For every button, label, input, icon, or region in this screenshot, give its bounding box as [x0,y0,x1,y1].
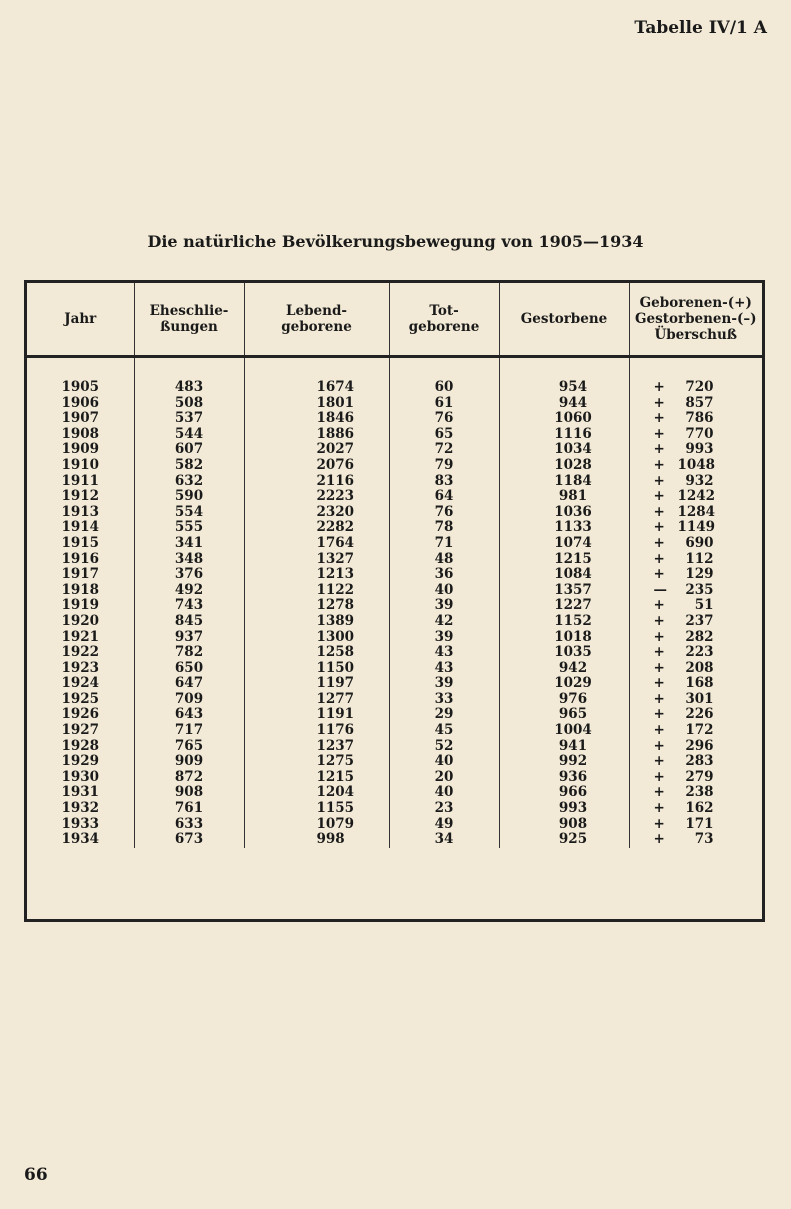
cell-balance [629,645,762,661]
cell-year: 1917 [27,567,134,583]
balance-sign: + [653,675,665,692]
table-row [27,520,762,536]
cell-deaths: 908 [499,817,629,833]
cell-stillbirths: 78 [389,520,499,536]
cell-year: 1921 [27,630,134,646]
cell-balance [629,552,762,568]
balance-value: 51 [694,597,714,614]
cell-live-births: 1258 [244,645,389,661]
balance-value: 235 [685,581,714,598]
cell-marriages: 341 [134,536,244,552]
table-row [27,598,762,614]
cell-marriages: 909 [134,754,244,770]
cell-stillbirths: 34 [389,832,499,848]
cell-balance [629,739,762,755]
population-table [24,280,765,922]
balance-value: 301 [685,690,714,707]
cell-deaths: 1133 [499,520,629,536]
table-row [27,583,762,599]
cell-balance [629,505,762,521]
cell-year: 1918 [27,583,134,599]
cell-marriages: 937 [134,630,244,646]
balance-sign: + [653,706,665,723]
table-row [27,770,762,786]
table-row [27,489,762,505]
balance-value: 1242 [677,488,716,505]
cell-year: 1905 [27,357,134,396]
cell-balance [629,692,762,708]
balance-sign: + [653,753,665,770]
balance-value: 932 [685,472,714,489]
header-stillbirths [389,283,499,357]
cell-deaths: 1116 [499,427,629,443]
header-line: Eheschlie- [149,303,229,319]
cell-marriages: 555 [134,520,244,536]
balance-sign: + [653,737,665,754]
table-row [27,801,762,817]
cell-marriages: 483 [134,357,244,396]
balance-value: 112 [685,550,714,567]
balance-sign: + [653,690,665,707]
table-row [27,458,762,474]
cell-marriages: 650 [134,661,244,677]
cell-deaths: 1084 [499,567,629,583]
cell-marriages: 643 [134,707,244,723]
balance-value: 162 [685,800,714,817]
cell-deaths: 944 [499,396,629,412]
cell-live-births: 1327 [244,552,389,568]
cell-deaths: 1036 [499,505,629,521]
cell-marriages: 492 [134,583,244,599]
balance-sign: + [653,379,665,395]
cell-deaths: 1060 [499,411,629,427]
cell-deaths: 992 [499,754,629,770]
cell-live-births: 2282 [244,520,389,536]
cell-marriages: 590 [134,489,244,505]
cell-live-births: 1764 [244,536,389,552]
cell-live-births: 1846 [244,411,389,427]
cell-balance [629,489,762,505]
balance-sign: + [653,534,665,551]
cell-deaths: 1215 [499,552,629,568]
cell-live-births: 1674 [244,357,389,396]
cell-balance [629,474,762,490]
table-row [27,474,762,490]
balance-sign: + [653,722,665,739]
cell-stillbirths: 40 [389,583,499,599]
cell-stillbirths: 23 [389,801,499,817]
cell-year: 1929 [27,754,134,770]
balance-sign: + [653,441,665,458]
cell-deaths: 965 [499,707,629,723]
cell-live-births: 1801 [244,396,389,412]
balance-sign: + [653,659,665,676]
cell-stillbirths: 76 [389,505,499,521]
cell-balance [629,614,762,630]
cell-live-births: 1122 [244,583,389,599]
table-row [27,832,762,848]
cell-deaths: 925 [499,832,629,848]
cell-marriages: 537 [134,411,244,427]
balance-sign: + [653,597,665,614]
cell-balance [629,583,762,599]
cell-deaths: 1357 [499,583,629,599]
cell-balance [629,676,762,692]
cell-marriages: 845 [134,614,244,630]
balance-value: 223 [685,644,714,661]
header-line: Geborenen-(+) [639,295,752,311]
cell-deaths: 942 [499,661,629,677]
table-row [27,723,762,739]
cell-stillbirths: 43 [389,645,499,661]
balance-value: 171 [685,815,714,832]
cell-deaths: 1004 [499,723,629,739]
cell-year: 1919 [27,598,134,614]
balance-value: 283 [685,753,714,770]
cell-stillbirths: 49 [389,817,499,833]
cell-year: 1922 [27,645,134,661]
balance-sign: + [653,519,665,536]
cell-year: 1933 [27,817,134,833]
cell-stillbirths: 83 [389,474,499,490]
header-line: Gestorbene [520,311,608,327]
cell-deaths: 1184 [499,474,629,490]
cell-marriages: 872 [134,770,244,786]
cell-marriages: 647 [134,676,244,692]
cell-balance [629,357,762,396]
balance-value: 857 [685,394,714,411]
balance-sign: + [653,612,665,629]
cell-balance [629,598,762,614]
cell-deaths: 1074 [499,536,629,552]
table-row [27,427,762,443]
cell-balance [629,723,762,739]
balance-value: 720 [685,379,714,395]
cell-deaths: 981 [499,489,629,505]
cell-year: 1926 [27,707,134,723]
balance-sign: + [653,644,665,661]
table-row [27,357,762,396]
cell-deaths: 1034 [499,442,629,458]
page-number: 66 [24,1165,48,1185]
header-balance [629,283,762,357]
cell-year: 1914 [27,520,134,536]
cell-stillbirths: 33 [389,692,499,708]
header-line: Überschuß [654,327,738,343]
cell-marriages: 632 [134,474,244,490]
table-row [27,817,762,833]
cell-year: 1912 [27,489,134,505]
cell-year: 1906 [27,396,134,412]
cell-live-births: 1886 [244,427,389,443]
cell-balance [629,458,762,474]
cell-year: 1907 [27,411,134,427]
cell-balance [629,442,762,458]
header-line: ßungen [160,319,218,335]
table-row [27,739,762,755]
cell-live-births: 2116 [244,474,389,490]
cell-live-births: 2076 [244,458,389,474]
cell-marriages: 908 [134,785,244,801]
cell-marriages: 782 [134,645,244,661]
cell-marriages: 607 [134,442,244,458]
cell-year: 1915 [27,536,134,552]
cell-marriages: 673 [134,832,244,848]
cell-marriages: 765 [134,739,244,755]
cell-stillbirths: 52 [389,739,499,755]
cell-live-births: 1176 [244,723,389,739]
cell-marriages: 376 [134,567,244,583]
cell-stillbirths: 72 [389,442,499,458]
balance-value: 129 [685,566,714,583]
table-row [27,396,762,412]
balance-value: 1048 [677,456,716,473]
table-row [27,785,762,801]
cell-live-births: 1213 [244,567,389,583]
cell-balance [629,817,762,833]
balance-sign: — [653,581,667,598]
cell-deaths: 1018 [499,630,629,646]
header-line: geborene [281,319,352,335]
cell-year: 1910 [27,458,134,474]
cell-marriages: 508 [134,396,244,412]
table-row [27,567,762,583]
balance-value: 238 [685,784,714,801]
cell-year: 1909 [27,442,134,458]
cell-marriages: 709 [134,692,244,708]
table-row [27,614,762,630]
cell-balance [629,567,762,583]
cell-live-births: 998 [244,832,389,848]
balance-value: 279 [685,768,714,785]
cell-year: 1924 [27,676,134,692]
balance-sign: + [653,472,665,489]
table-row [27,630,762,646]
cell-live-births: 1237 [244,739,389,755]
cell-year: 1911 [27,474,134,490]
cell-marriages: 582 [134,458,244,474]
cell-stillbirths: 65 [389,427,499,443]
balance-sign: + [653,800,665,817]
cell-stillbirths: 43 [389,661,499,677]
cell-year: 1908 [27,427,134,443]
cell-deaths: 1227 [499,598,629,614]
cell-live-births: 1204 [244,785,389,801]
balance-value: 690 [685,534,714,551]
cell-live-births: 1150 [244,661,389,677]
balance-value: 226 [685,706,714,723]
cell-stillbirths: 40 [389,754,499,770]
balance-sign: + [653,456,665,473]
cell-balance [629,427,762,443]
cell-deaths: 954 [499,357,629,396]
cell-deaths: 941 [499,739,629,755]
header-year [27,283,134,357]
cell-deaths: 1029 [499,676,629,692]
header-line: geborene [408,319,480,335]
balance-value: 1149 [677,519,716,536]
cell-stillbirths: 20 [389,770,499,786]
cell-marriages: 761 [134,801,244,817]
cell-stillbirths: 42 [389,614,499,630]
table-row [27,442,762,458]
cell-stillbirths: 61 [389,396,499,412]
cell-marriages: 743 [134,598,244,614]
cell-stillbirths: 39 [389,630,499,646]
cell-live-births: 2027 [244,442,389,458]
cell-deaths: 936 [499,770,629,786]
cell-deaths: 1028 [499,458,629,474]
balance-sign: + [653,425,665,442]
table-body [27,357,762,848]
header-live-births [244,283,389,357]
cell-balance [629,630,762,646]
cell-year: 1920 [27,614,134,630]
cell-balance [629,661,762,677]
balance-value: 296 [685,737,714,754]
cell-stillbirths: 39 [389,598,499,614]
balance-sign: + [653,815,665,832]
table-row [27,676,762,692]
cell-live-births: 1155 [244,801,389,817]
balance-value: 282 [685,628,714,645]
cell-year: 1927 [27,723,134,739]
cell-live-births: 1197 [244,676,389,692]
cell-live-births: 1215 [244,770,389,786]
table-row [27,552,762,568]
table-label: Tabelle IV/1 A [634,18,767,38]
header-deaths [499,283,629,357]
data-table [27,283,762,848]
cell-marriages: 544 [134,427,244,443]
cell-live-births: 1275 [244,754,389,770]
cell-stillbirths: 64 [389,489,499,505]
cell-year: 1931 [27,785,134,801]
cell-live-births: 2320 [244,505,389,521]
cell-live-births: 1278 [244,598,389,614]
cell-balance [629,411,762,427]
balance-sign: + [653,394,665,411]
balance-sign: + [653,410,665,427]
cell-stillbirths: 48 [389,552,499,568]
table-row [27,692,762,708]
header-line: Jahr [64,311,97,327]
table-row [27,645,762,661]
cell-stillbirths: 71 [389,536,499,552]
cell-balance [629,754,762,770]
balance-sign: + [653,628,665,645]
balance-value: 993 [685,441,714,458]
cell-live-births: 1079 [244,817,389,833]
cell-stillbirths: 40 [389,785,499,801]
cell-deaths: 1152 [499,614,629,630]
cell-live-births: 1191 [244,707,389,723]
cell-stillbirths: 36 [389,567,499,583]
cell-balance [629,785,762,801]
cell-year: 1934 [27,832,134,848]
table-row [27,707,762,723]
cell-balance [629,707,762,723]
header-line: Tot- [429,303,459,319]
balance-sign: + [653,488,665,505]
table-title: Die natürliche Bevölkerungsbewegung von 1905—1934 [147,232,644,251]
table-row [27,661,762,677]
table-row [27,411,762,427]
header-marriages [134,283,244,357]
cell-year: 1916 [27,552,134,568]
table-row [27,536,762,552]
balance-value: 770 [685,425,714,442]
cell-balance [629,520,762,536]
cell-balance [629,770,762,786]
cell-marriages: 554 [134,505,244,521]
cell-stillbirths: 76 [389,411,499,427]
cell-deaths: 976 [499,692,629,708]
balance-sign: + [653,768,665,785]
cell-balance [629,832,762,848]
balance-sign: + [653,831,665,848]
table-row [27,754,762,770]
balance-sign: + [653,550,665,567]
cell-year: 1932 [27,801,134,817]
cell-deaths: 1035 [499,645,629,661]
cell-year: 1913 [27,505,134,521]
balance-sign: + [653,784,665,801]
cell-year: 1928 [27,739,134,755]
cell-stillbirths: 60 [389,357,499,396]
cell-stillbirths: 39 [389,676,499,692]
cell-live-births: 1277 [244,692,389,708]
balance-value: 172 [685,722,714,739]
cell-stillbirths: 79 [389,458,499,474]
cell-balance [629,801,762,817]
header-line: Gestorbenen-(–) [635,311,757,327]
cell-stillbirths: 45 [389,723,499,739]
header-row [27,283,762,357]
cell-balance [629,536,762,552]
cell-live-births: 1389 [244,614,389,630]
cell-marriages: 348 [134,552,244,568]
cell-year: 1925 [27,692,134,708]
balance-sign: + [653,503,665,520]
balance-value: 237 [685,612,714,629]
cell-live-births: 1300 [244,630,389,646]
balance-value: 786 [685,410,714,427]
header-line: Lebend- [286,303,347,319]
balance-sign: + [653,566,665,583]
cell-deaths: 966 [499,785,629,801]
cell-year: 1923 [27,661,134,677]
cell-marriages: 633 [134,817,244,833]
cell-balance [629,396,762,412]
table-row [27,505,762,521]
balance-value: 1284 [677,503,716,520]
balance-value: 73 [694,831,714,848]
cell-stillbirths: 29 [389,707,499,723]
cell-year: 1930 [27,770,134,786]
cell-deaths: 993 [499,801,629,817]
cell-live-births: 2223 [244,489,389,505]
balance-value: 168 [685,675,714,692]
balance-value: 208 [685,659,714,676]
cell-marriages: 717 [134,723,244,739]
